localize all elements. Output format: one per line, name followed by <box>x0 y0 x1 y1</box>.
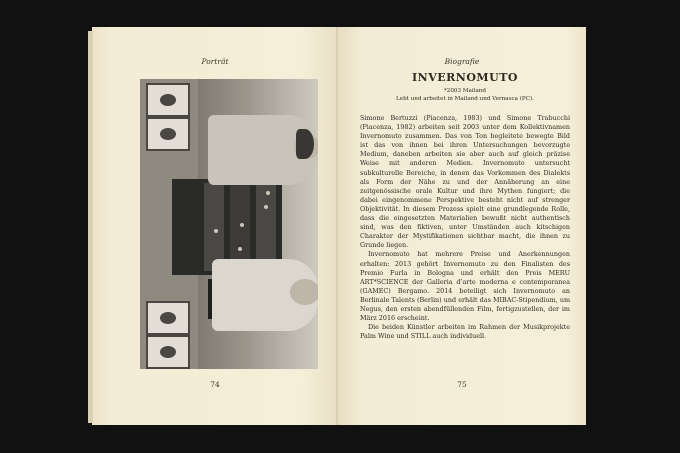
speaker-icon <box>146 301 190 335</box>
right-page <box>338 27 586 425</box>
photo-scene <box>140 79 318 369</box>
paragraph: Die beiden Künstler arbeiten im Rahmen der Musikprojekte Palm Wine und STILL auch individuell. <box>360 323 570 341</box>
speaker-icon <box>146 117 190 151</box>
left-page <box>92 27 338 425</box>
open-book <box>92 27 586 425</box>
left-page-number: 74 <box>210 380 220 389</box>
speaker-icon <box>146 335 190 369</box>
right-running-head: Biografie <box>444 57 480 66</box>
knob-icon <box>266 191 270 195</box>
biography-body <box>360 114 570 341</box>
paragraph: Simone Bertuzzi (Piacenza, 1983) und Simone Trabucchi (Piacenza, 1982) arbeiten seit 2003 unter dem Kollektivnamen Invernomuto zusammen. Das von Ton begleitete bewegte Bild ist das von ihnen bei ihren Untersuchungen bevorzugte Medium, daneben arbeiten sie aber auch auf gleich präzise Weise mit anderen Medien. Invernomuto untersucht subkulturelle Bereiche, in denen das Vorkommen des Dialekts als Form der Nähe zu und der Annäherung an eine zeitgenössische orale Kultur und ihre Mythen fungiert; die dabei eingenommene Perspektive besteht nicht auf strenger Objektivität. In diesem Prozess spielt eine grundlegende Rolle, dass die eingesetzten Materialien bewußt nicht authentisch sind, was den fiktiven, unter Umständen auch kitschigen Charakter der Mystifikationen sichtbar macht, die ihnen zu Grunde liegen. <box>360 114 570 250</box>
right-page-number: 75 <box>457 380 467 389</box>
knob-icon <box>240 223 244 227</box>
biography-column <box>360 71 570 341</box>
portrait-photo <box>140 79 318 369</box>
artist-title: INVERNOMUTO <box>412 71 518 84</box>
synth-module-row <box>204 183 224 271</box>
knob-icon <box>214 229 218 233</box>
knob-icon <box>264 205 268 209</box>
synth-module-row <box>256 183 276 271</box>
page-edge <box>88 31 93 423</box>
artist-residence: Lebt und arbeitet in Mailand und Vernasca (PC). <box>396 96 534 102</box>
speaker-icon <box>146 83 190 117</box>
knob-icon <box>238 247 242 251</box>
cap-icon <box>296 129 314 159</box>
paragraph: Invernomuto hat mehrere Preise und Anerkennungen erhalten: 2013 gehört Invernomuto zu den Finalisten des Premio Furla in Bologna und erhält den Preis MERU ART*SCIENCE der Galleria d’arte moderna e contemporanea (GAMEC) Bergamo. 2014 beteiligt sich Invernomuto an Berlinale Talents (Berlin) und erhält das MIBAC-Stipendium, um Negus, den ersten abendfüllenden Film, fertigzustellen, der im März 2016 erscheint. <box>360 250 570 323</box>
artist-founded: *2003 Mailand <box>444 88 486 94</box>
person-head <box>290 279 318 305</box>
synth-module-row <box>230 183 250 271</box>
left-running-head: Porträt <box>201 57 229 66</box>
